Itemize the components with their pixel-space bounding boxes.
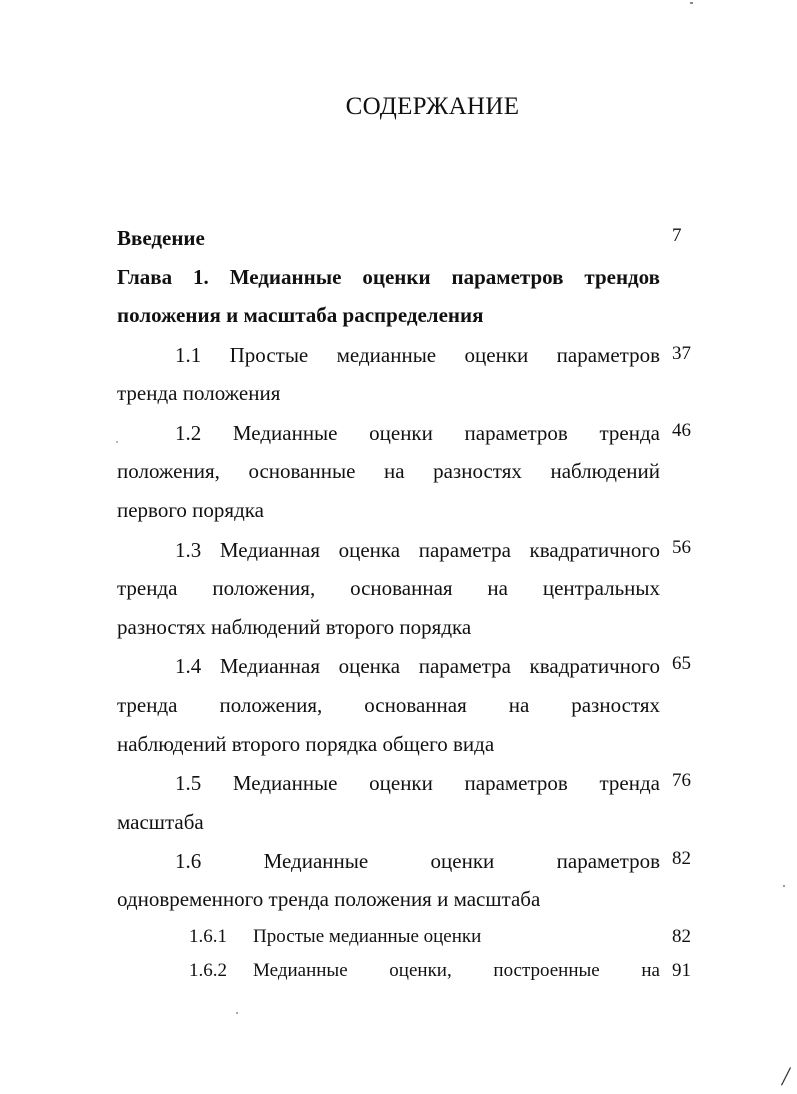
toc-section-1-1-line1: 1.1 Простые медианные оценки параметров <box>175 343 660 367</box>
toc-section-1-2-page: 46 <box>672 420 691 441</box>
toc-section-1-4-line3: наблюдений второго порядка общего вида <box>117 732 495 756</box>
toc-subsection-1-6-2-number: 1.6.2 <box>189 960 227 981</box>
toc-section-1-5-line1: 1.5 Медианные оценки параметров тренда <box>175 771 660 795</box>
toc-section-1-6-line1: 1.6 Медианные оценки параметров <box>175 849 660 873</box>
scan-speck <box>236 1012 238 1014</box>
toc-subsection-1-6-1-page: 82 <box>672 926 691 947</box>
toc-subsection-1-6-2-text: Медианные оценки, построенные на <box>253 960 660 981</box>
toc-entry-intro-label: Введение <box>117 226 205 250</box>
toc-section-1-3-line1: 1.3 Медианная оценка параметра квадратичного <box>175 538 660 562</box>
scan-speck <box>783 885 785 887</box>
toc-chapter-1-line2: положения и масштаба распределения <box>117 303 484 327</box>
toc-section-1-4-page: 65 <box>672 653 691 674</box>
toc-section-1-1-page: 37 <box>672 343 691 364</box>
toc-section-1-2-line2: положения, основанные на разностях наблюдений <box>117 459 660 483</box>
toc-subsection-1-6-1-number: 1.6.1 <box>189 926 227 947</box>
toc-section-1-3-page: 56 <box>672 537 691 558</box>
toc-entry-intro-page: 7 <box>672 225 682 246</box>
toc-section-1-5-page: 76 <box>672 770 691 791</box>
toc-chapter-1-line1: Глава 1. Медианные оценки параметров трендов <box>117 265 660 289</box>
scan-speck <box>690 2 693 4</box>
corner-pen-mark: / <box>782 1062 790 1091</box>
toc-section-1-3-line2: тренда положения, основанная на центральных <box>117 576 660 600</box>
toc-section-1-4-line2: тренда положения, основанная на разностях <box>117 693 660 717</box>
toc-section-1-4-line1: 1.4 Медианная оценка параметра квадратичного <box>175 654 660 678</box>
toc-subsection-1-6-2-page: 91 <box>672 960 691 981</box>
toc-section-1-6-page: 82 <box>672 848 691 869</box>
toc-section-1-3-line3: разностях наблюдений второго порядка <box>117 615 472 639</box>
toc-section-1-2-line1: 1.2 Медианные оценки параметров тренда <box>175 421 660 445</box>
toc-subsection-1-6-1-text: Простые медианные оценки <box>253 926 482 947</box>
scan-speck <box>116 441 118 443</box>
toc-section-1-5-line2: масштаба <box>117 810 204 834</box>
toc-section-1-2-line3: первого порядка <box>117 498 264 522</box>
page-title: СОДЕРЖАНИЕ <box>345 93 520 120</box>
toc-section-1-1-line2: тренда положения <box>117 381 281 405</box>
toc-section-1-6-line2: одновременного тренда положения и масштаба <box>117 887 541 911</box>
